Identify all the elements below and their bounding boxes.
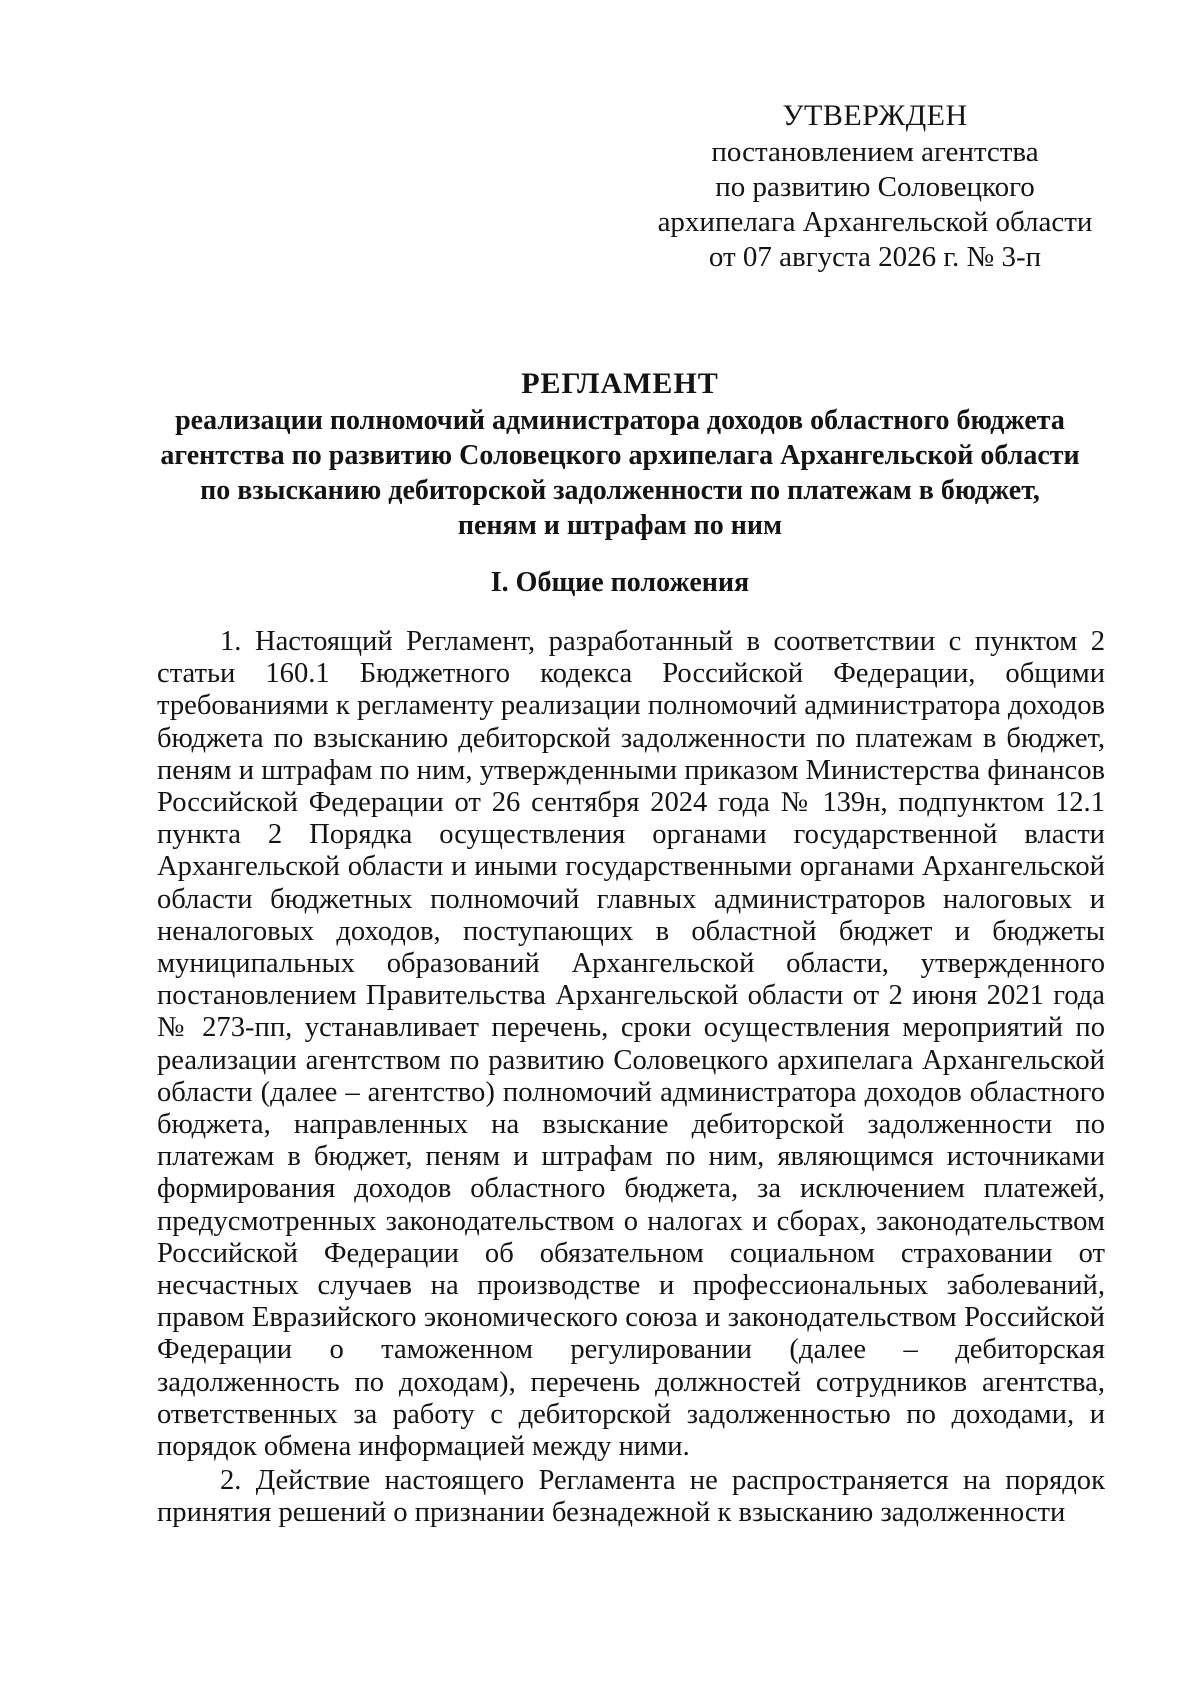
document-title-block bbox=[150, 366, 1090, 543]
document-title-line: пеням и штрафам по ним bbox=[457, 510, 783, 541]
approval-line: архипелага Архангельской области bbox=[657, 206, 1093, 238]
document-type: РЕГЛАМЕНТ bbox=[521, 367, 719, 400]
approval-line: от 07 августа 2026 г. № 3-п bbox=[708, 241, 1042, 273]
document-title-line: агентства по развитию Соловецкого архипелага Архангельской области bbox=[160, 440, 1080, 471]
document-title-line: реализации полномочий администратора доходов областного бюджета bbox=[175, 405, 1065, 436]
section-heading: I. Общие положения bbox=[490, 567, 750, 598]
approval-stamp-block bbox=[640, 98, 1110, 275]
paragraph: 2. Действие настоящего Регламента не распространяется на порядок принятия решений о признании безнадежной к взысканию задолженности bbox=[157, 1465, 1105, 1529]
body-text bbox=[157, 626, 1105, 1530]
approval-line: постановлением агентства bbox=[711, 136, 1039, 168]
approval-title: УТВЕРЖДЕН bbox=[782, 99, 968, 132]
document-title-line: по взысканию дебиторской задолженности по платежам в бюджет, bbox=[200, 475, 1040, 506]
paragraph: 1. Настоящий Регламент, разработанный в соответствии с пунктом 2 статьи 160.1 Бюджетного кодекса Российской Федерации, общими требованиями к регламенту реализации полномочий администратора доходов бюджета по взысканию дебиторской задолженности по платежам в бюджет, пеням и штрафам по ним, утвержденными приказом Министерства финансов Российской Федерации от 26 сентября 2024 года № 139н, подпунктом 12.1 пункта 2 Порядка осуществления органами государственной власти Архангельской области и иными государственными органами Архангельской области бюджетных полномочий главных администраторов налоговых и неналоговых доходов, поступающих в областной бюджет и бюджеты муниципальных образований Архангельской области, утвержденного постановлением Правительства Архангельской области от 2 июня 2021 года № 273-пп, устанавливает перечень, сроки осуществления мероприятий по реализации агентством по развитию Соловецкого архипелага Архангельской области (далее – агентство) полномочий администратора доходов областного бюджета, направленных на взыскание дебиторской задолженности по платежам в бюджет, пеням и штрафам по ним, являющимся источниками формирования доходов областного бюджета, за исключением платежей, предусмотренных законодательством о налогах и сборах, законодательством Российской Федерации об обязательном социальном страховании от несчастных случаев на производстве и профессиональных заболеваний, правом Евразийского экономического союза и законодательством Российской Федерации о таможенном регулировании (далее – дебиторская задолженность по доходам), перечень должностей сотрудников агентства, ответственных за работу с дебиторской задолженностью по доходами, и порядок обмена информацией между ними. bbox=[157, 626, 1105, 1463]
approval-line: по развитию Соловецкого bbox=[715, 171, 1035, 203]
